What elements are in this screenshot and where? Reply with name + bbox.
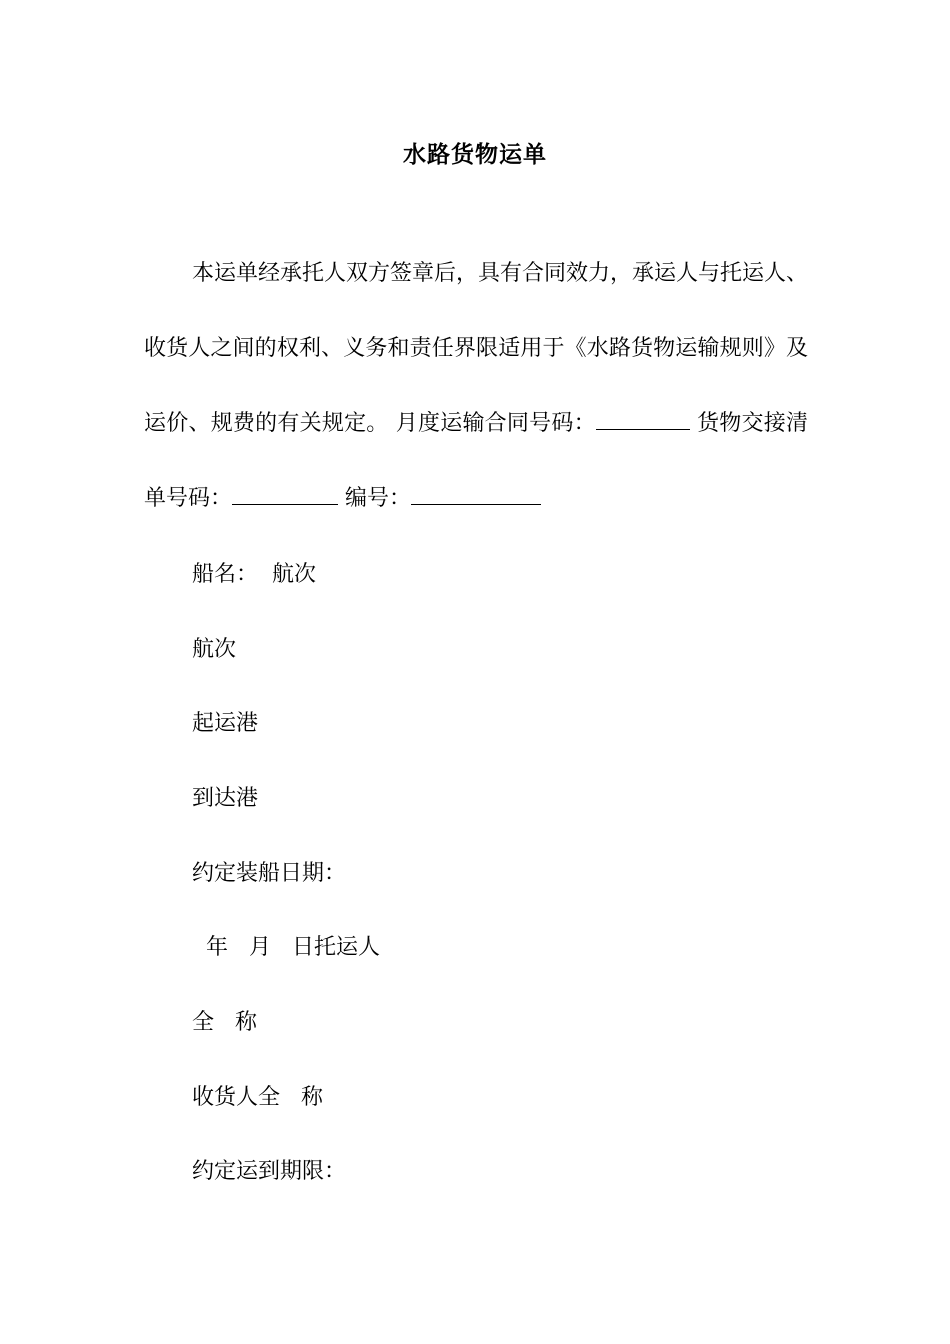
intro-text-serial: 编号： <box>338 486 412 511</box>
serial-number-blank[interactable] <box>411 484 541 505</box>
ship-name-field: 船名： 航次 <box>192 562 316 587</box>
intro-text-handover-list: 货物交接清单号码： <box>144 411 808 511</box>
full-name-field: 全 称 <box>192 1010 257 1035</box>
document-title: 水路货物运单 <box>403 142 547 168</box>
handover-list-number-blank[interactable] <box>232 484 338 505</box>
intro-text-terms: 本运单经承托人双方签章后，具有合同效力，承运人与托运人、收货人之间的权利、义务和责任界限适用于《水路货物运输规则》及运价、规费的有关规定。 月度运输合同号码： <box>144 261 809 436</box>
arrival-port-field: 到达港 <box>192 786 259 811</box>
intro-paragraph <box>144 236 808 536</box>
contract-number-blank[interactable] <box>596 409 690 430</box>
date-shipper-field: 年 月 日托运人 <box>192 935 380 960</box>
loading-date-field: 约定装船日期： <box>192 861 347 886</box>
delivery-deadline-field: 约定运到期限： <box>192 1159 347 1184</box>
departure-port-field: 起运港 <box>192 711 259 736</box>
voyage-field: 航次 <box>192 637 237 662</box>
consignee-field: 收货人全 称 <box>192 1085 323 1110</box>
